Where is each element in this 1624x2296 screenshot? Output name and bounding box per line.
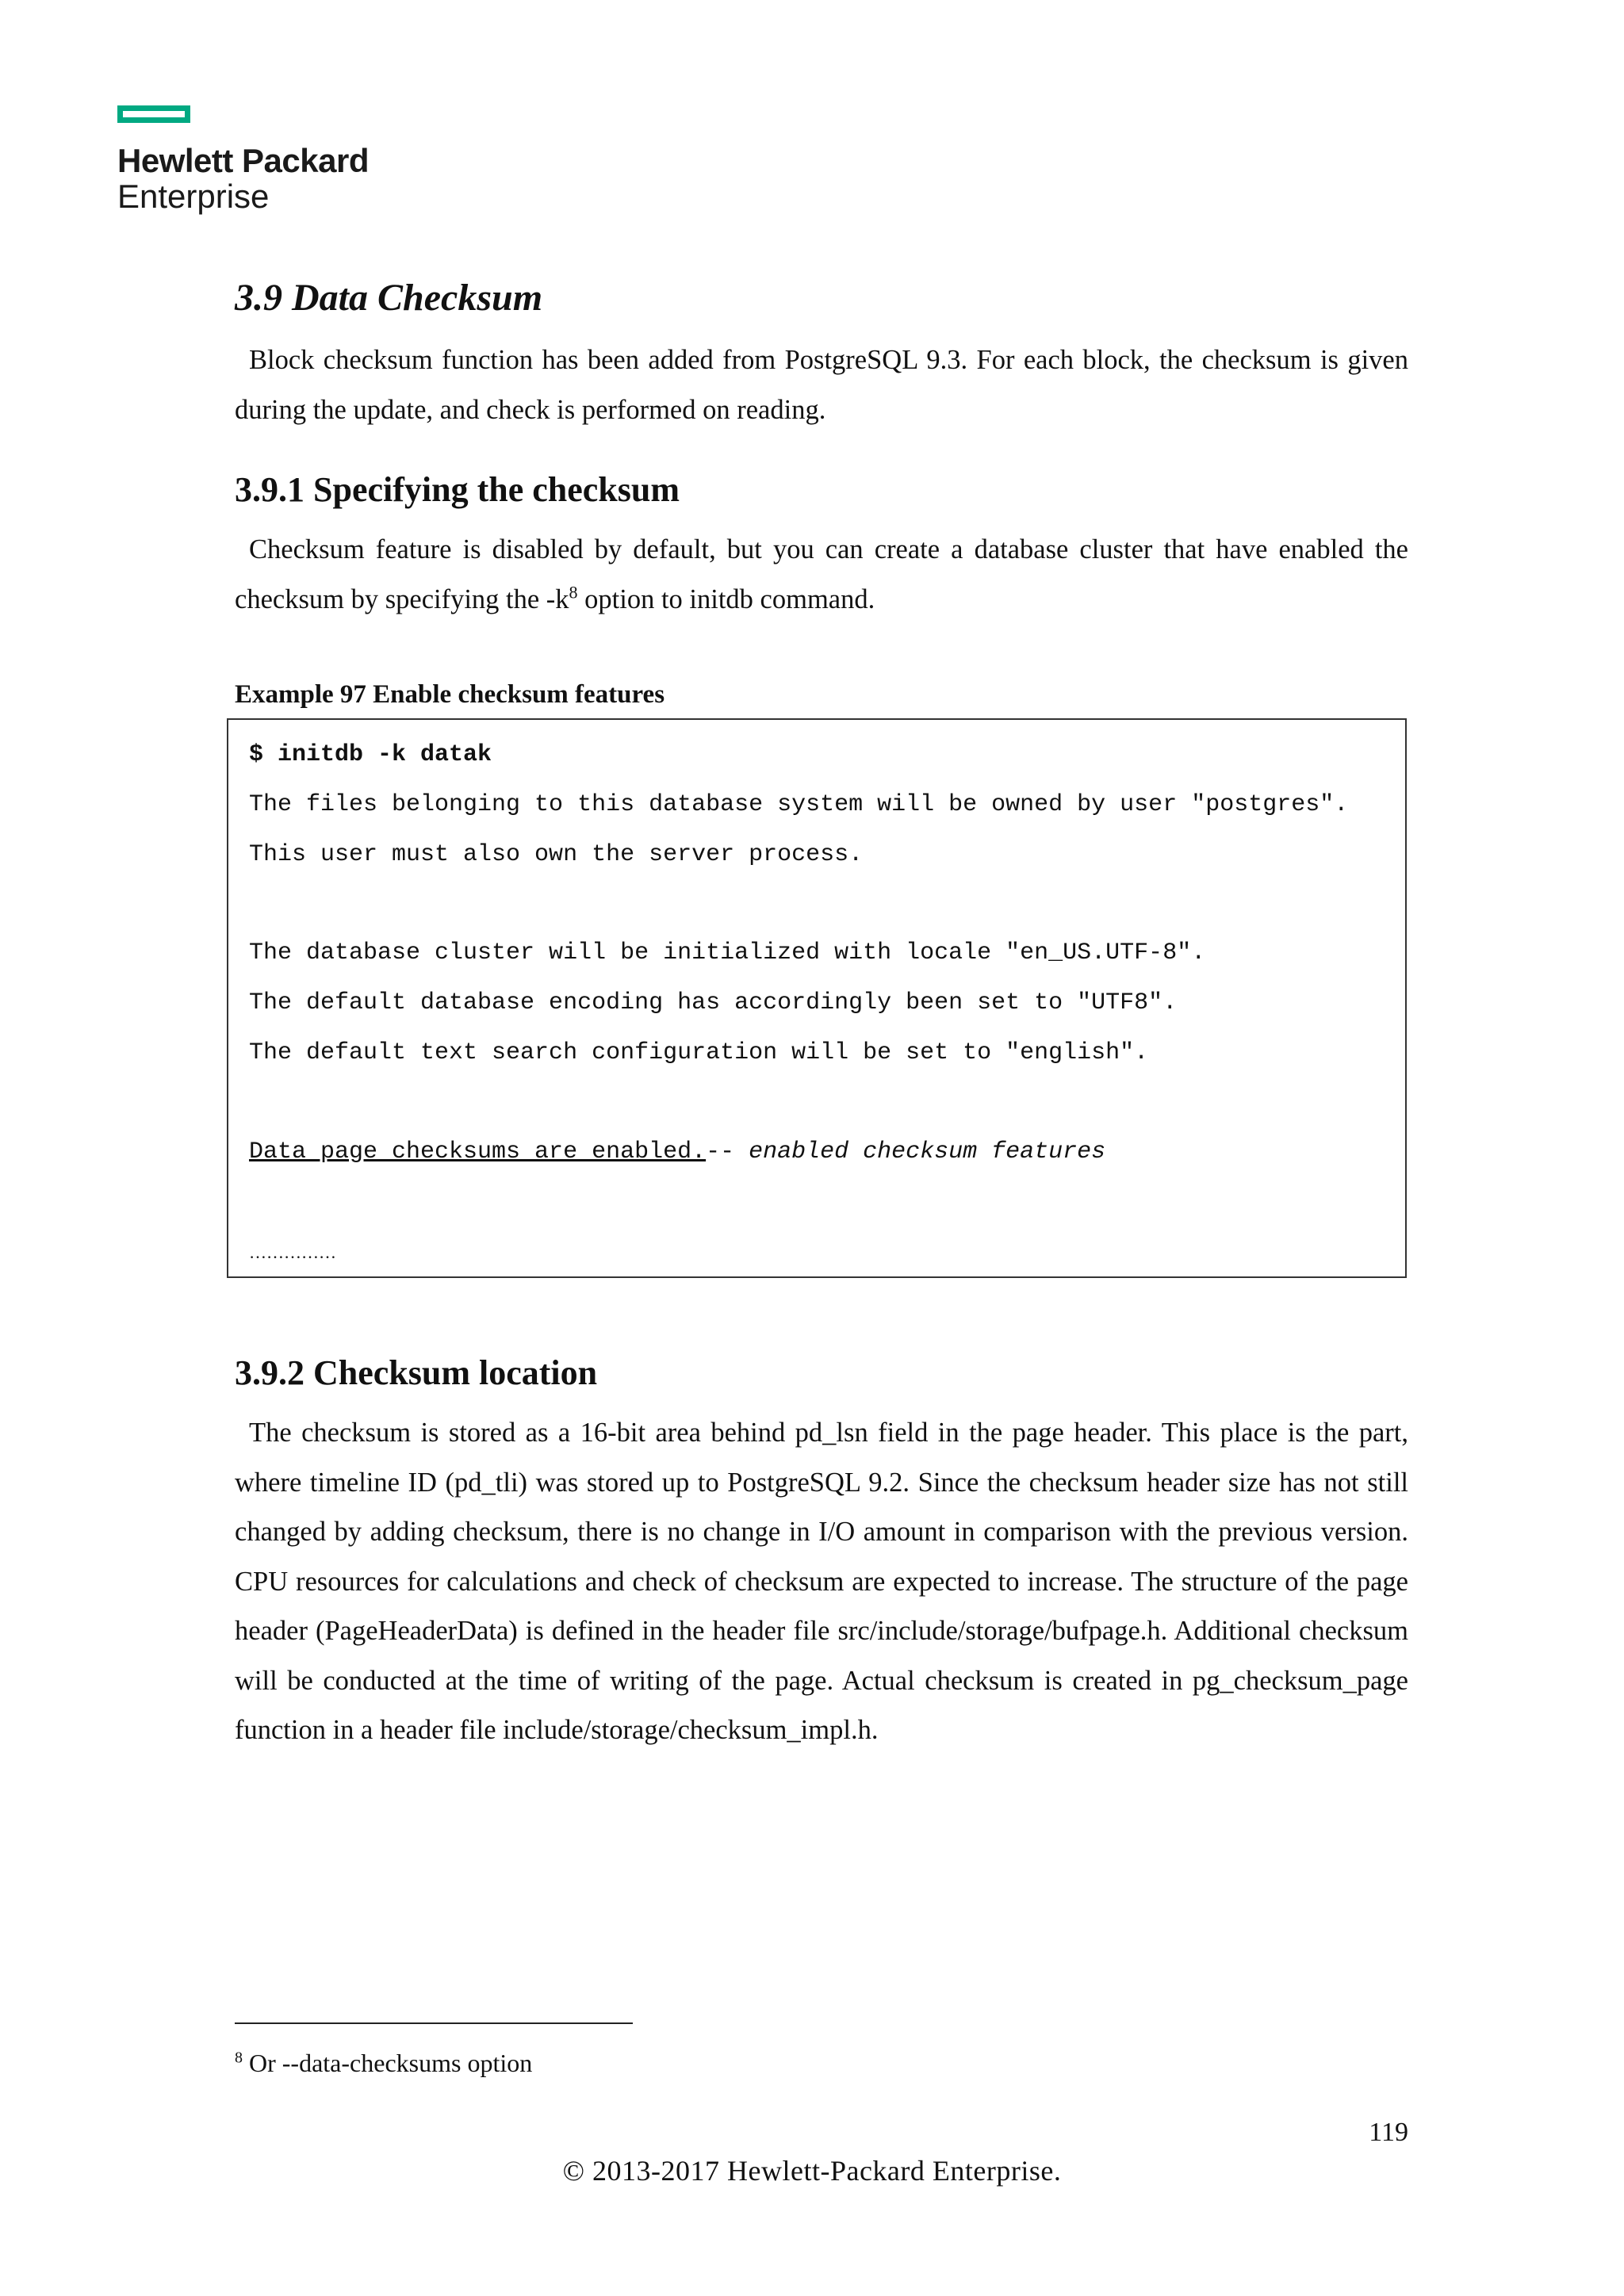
subsection-location-paragraph: The checksum is stored as a 16-bit area behind pd_lsn field in the page header. This place is the part, where timeline ID (pd_tli) was stored up to PostgreSQL 9.2. Since the checksum header size has not still changed by adding checksum, there is no change in I/O amount in comparison with the previous version. CPU resources for calculations and check of checksum are expected to increase. The structure of the page header (PageHeaderData) is defined in the header file src/include/storage/bufpage.h. Additional checksum will be conducted at the time of writing of the page. Actual checksum is created in pg_checksum_page function in a header file include/storage/checksum_impl.h. (235, 1418, 1408, 1745)
code-command: $ initdb -k datak (249, 741, 492, 768)
code-line: The database cluster will be initialized with locale "en_US.UTF-8". (249, 939, 1206, 966)
checksum-enabled-text: Data page checksums are enabled. (249, 1138, 707, 1165)
code-example-box (227, 718, 1407, 1278)
subsection-specifying-paragraph (235, 525, 1408, 624)
code-comment: enabled checksum features (749, 1138, 1106, 1165)
footnote-reference[interactable]: 8 (569, 582, 578, 602)
code-line: The files belonging to this database system will be owned by user "postgres". (249, 791, 1349, 818)
hpe-logo-mark (117, 105, 190, 123)
copyright-footer: © 2013-2017 Hewlett-Packard Enterprise. (562, 2155, 1062, 2187)
hpe-logo (117, 105, 369, 215)
subsection-title-location: 3.9.2 Checksum location (235, 1353, 598, 1392)
logo-text-line1: Hewlett Packard (117, 142, 369, 179)
code-line: The default database encoding has accordingly been set to "UTF8". (249, 989, 1178, 1016)
footnote-marker: 8 (235, 2049, 243, 2067)
paragraph-text-before: Checksum feature is disabled by default, but you can create a database cluster that have enabled the checksum by specifying the -k (235, 534, 1408, 614)
paragraph-text-after: option to initdb command. (577, 584, 875, 614)
code-highlight-line (249, 1136, 1105, 1168)
example-caption: Example 97 Enable checksum features (235, 680, 665, 709)
subsection-title-specifying: 3.9.1 Specifying the checksum (235, 470, 680, 509)
code-line: This user must also own the server process. (249, 841, 864, 868)
footnote (235, 2045, 532, 2080)
comment-prefix: -- (706, 1138, 749, 1165)
footnote-divider (235, 2022, 633, 2024)
logo-text-line2: Enterprise (117, 178, 270, 215)
section-title: 3.9 Data Checksum (235, 277, 543, 319)
code-ellipsis: …………… (249, 1242, 336, 1262)
page-number: 119 (1369, 2118, 1408, 2147)
code-line: The default text search configuration will be set to "english". (249, 1039, 1149, 1066)
footnote-text: Or --data-checksums option (243, 2049, 533, 2077)
section-intro: Block checksum function has been added from PostgreSQL 9.3. For each block, the checksum is given during the update, and check is performed on reading. (235, 345, 1408, 425)
